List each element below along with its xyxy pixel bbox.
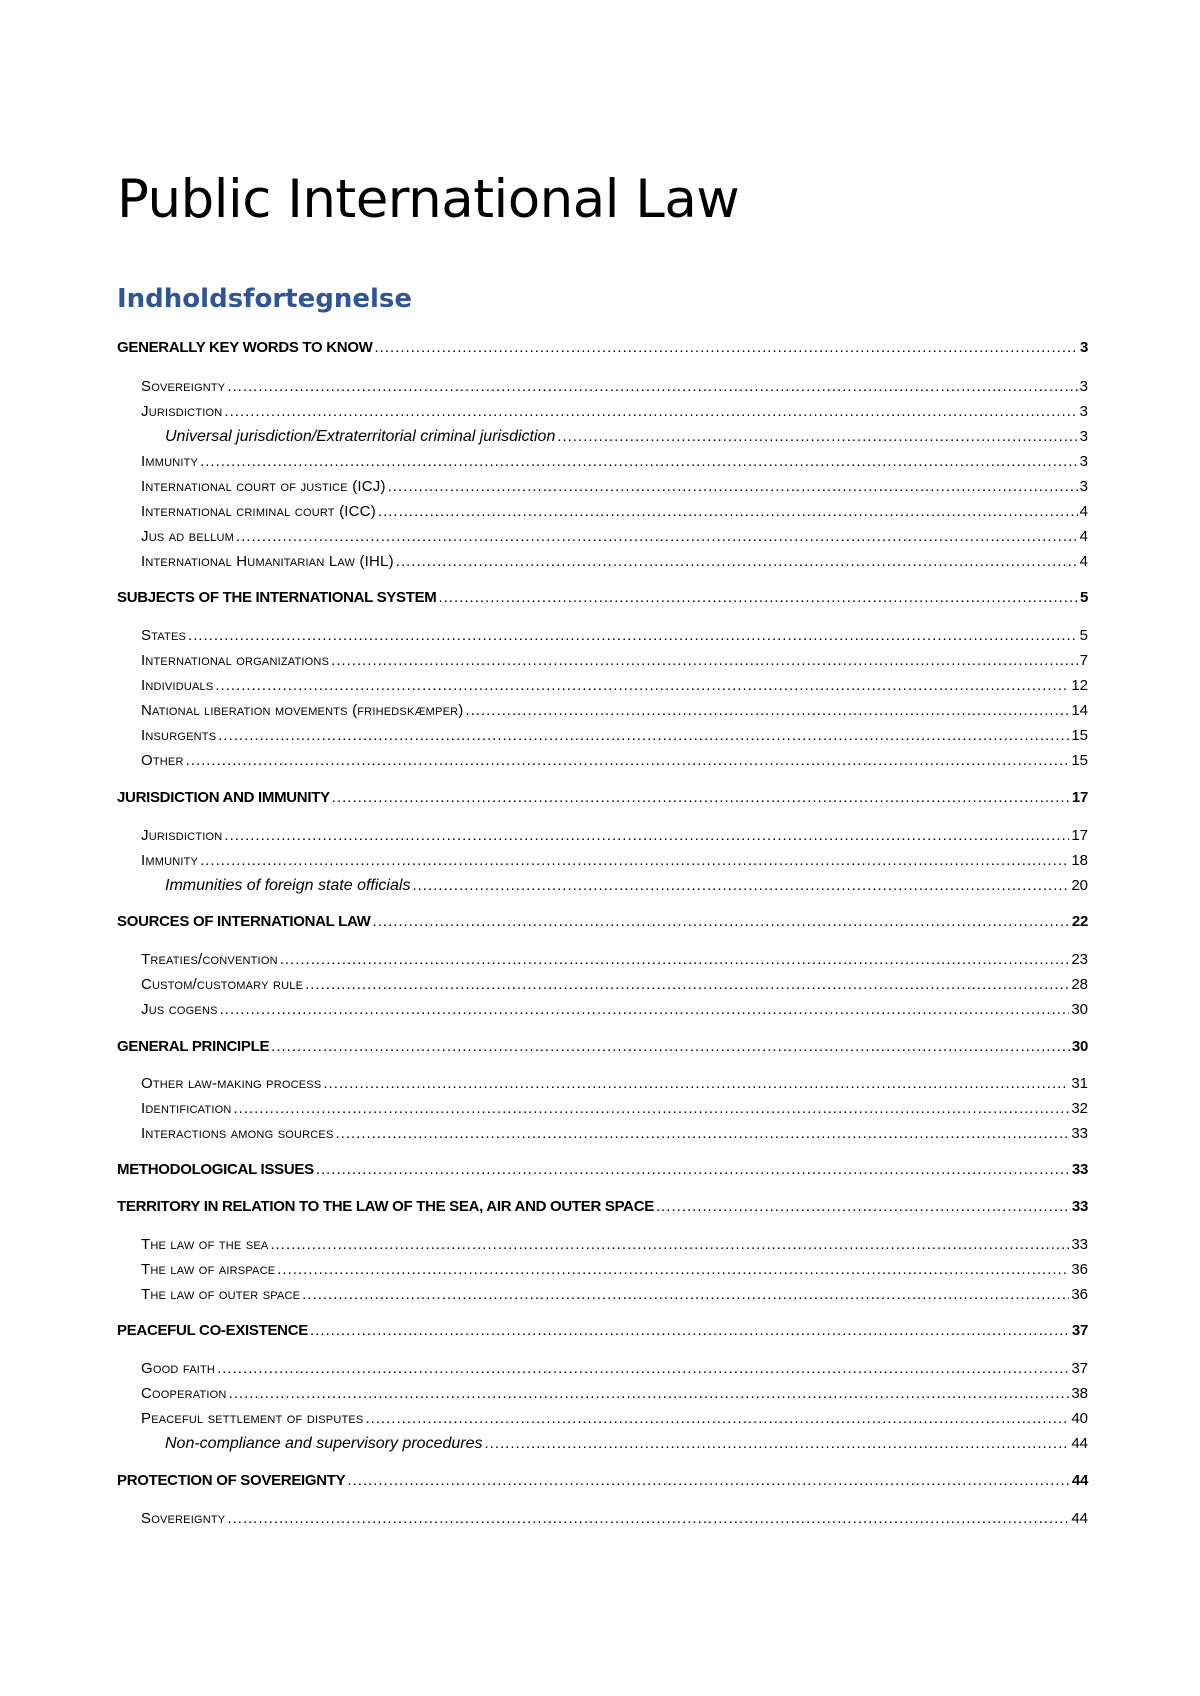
toc-entry-label: Universal jurisdiction/Extraterritorial criminal jurisdiction <box>165 428 556 445</box>
toc-dot-leader <box>227 377 1077 397</box>
toc-page-number: 4 <box>1079 553 1088 570</box>
toc-entry-label: Immunity <box>141 852 199 869</box>
toc-page-number: 7 <box>1079 652 1088 669</box>
toc-entry-label: Custom/customary rule <box>141 976 304 993</box>
toc-section-entry[interactable] <box>117 1037 1088 1057</box>
toc-page-number: 5 <box>1079 627 1088 644</box>
toc-page-number: 14 <box>1071 702 1088 719</box>
toc-page-number: 4 <box>1079 503 1088 520</box>
toc-dot-leader <box>186 751 1070 771</box>
toc-dot-leader <box>218 726 1069 746</box>
toc-section-entry[interactable] <box>117 1160 1088 1180</box>
toc-subsection-entry[interactable] <box>141 726 1088 746</box>
toc-dot-leader <box>347 1471 1070 1491</box>
toc-entry-label: SUBJECTS OF THE INTERNATIONAL SYSTEM <box>117 589 437 606</box>
toc-page-number: 40 <box>1071 1410 1088 1427</box>
toc-dot-leader <box>224 402 1077 422</box>
toc-entry-label: Cooperation <box>141 1385 227 1402</box>
toc-dot-leader <box>310 1321 1070 1341</box>
toc-entry-label: Insurgents <box>141 727 217 744</box>
toc-subsection-entry[interactable] <box>141 1074 1088 1094</box>
toc-entry-label: JURISDICTION AND IMMUNITY <box>117 789 330 806</box>
toc-dot-leader <box>323 1074 1069 1094</box>
toc-entry-label: Identification <box>141 1100 232 1117</box>
toc-dot-leader <box>332 788 1070 808</box>
toc-subsection-entry[interactable] <box>141 377 1088 397</box>
toc-subsubsection-entry[interactable] <box>165 427 1088 447</box>
toc-entry-label: GENERAL PRINCIPLE <box>117 1038 270 1055</box>
toc-page-number: 12 <box>1071 677 1088 694</box>
toc-page-number: 3 <box>1079 428 1088 445</box>
toc-page-number: 31 <box>1071 1075 1088 1092</box>
toc-entry-label: PROTECTION OF SOVEREIGNTY <box>117 1472 346 1489</box>
toc-page-number: 33 <box>1071 1198 1088 1215</box>
toc-entry-label: The law of airspace <box>141 1261 276 1278</box>
toc-dot-leader <box>200 851 1069 871</box>
toc-page-number: 44 <box>1071 1472 1088 1489</box>
toc-subsection-entry[interactable] <box>141 1409 1088 1429</box>
toc-page-number: 18 <box>1071 852 1088 869</box>
toc-entry-label: Jurisdiction <box>141 827 223 844</box>
toc-dot-leader <box>200 452 1078 472</box>
toc-subsection-entry[interactable] <box>141 975 1088 995</box>
toc-entry-label: Treaties/convention <box>141 951 278 968</box>
toc-entry-label: Immunity <box>141 453 199 470</box>
toc-entry-label: International criminal court (ICC) <box>141 503 376 520</box>
toc-page-number: 3 <box>1079 478 1088 495</box>
toc-entry-label: Jus cogens <box>141 1001 218 1018</box>
toc-page-number: 5 <box>1079 589 1088 606</box>
toc-page-number: 3 <box>1079 378 1088 395</box>
toc-subsection-entry[interactable] <box>141 502 1088 522</box>
toc-entry-label: Non-compliance and supervisory procedures <box>165 1435 483 1452</box>
toc-page-number: 36 <box>1071 1286 1088 1303</box>
toc-entry-label: Other <box>141 752 184 769</box>
toc-section-entry[interactable] <box>117 1321 1088 1341</box>
toc-entry-label: The law of the sea <box>141 1236 269 1253</box>
toc-page-number: 33 <box>1071 1161 1088 1178</box>
toc-subsection-entry[interactable] <box>141 1285 1088 1305</box>
toc-entry-label: National liberation movements (frihedskæmper) <box>141 702 464 719</box>
toc-entry-label: Individuals <box>141 677 214 694</box>
toc-dot-leader <box>412 876 1069 896</box>
toc-subsubsection-entry[interactable] <box>165 876 1088 896</box>
toc-page-number: 3 <box>1079 453 1088 470</box>
toc-dot-leader <box>215 676 1069 696</box>
toc-page-number: 3 <box>1079 403 1088 420</box>
toc-subsection-entry[interactable] <box>141 1124 1088 1144</box>
toc-dot-leader <box>229 1384 1070 1404</box>
toc-subsection-entry[interactable] <box>141 1235 1088 1255</box>
toc-subsection-entry[interactable] <box>141 1509 1088 1529</box>
toc-page-number: 17 <box>1071 827 1088 844</box>
toc-dot-leader <box>270 1235 1069 1255</box>
toc-subsection-entry[interactable] <box>141 527 1088 547</box>
toc-entry-label: Other law-making process <box>141 1075 322 1092</box>
toc-subsection-entry[interactable] <box>141 701 1088 721</box>
toc-page-number: 15 <box>1071 727 1088 744</box>
toc-page-number: 32 <box>1071 1100 1088 1117</box>
toc-entry-label: Jurisdiction <box>141 403 223 420</box>
toc-page-number: 37 <box>1071 1322 1088 1339</box>
toc-dot-leader <box>217 1359 1069 1379</box>
toc-page-number: 44 <box>1071 1435 1088 1452</box>
toc-page-number: 15 <box>1071 752 1088 769</box>
toc-dot-leader <box>656 1197 1070 1217</box>
toc-entry-label: States <box>141 627 187 644</box>
toc-section-entry[interactable] <box>117 1197 1088 1217</box>
toc-entry-label: The law of outer space <box>141 1286 301 1303</box>
toc-subsection-entry[interactable] <box>141 676 1088 696</box>
toc-section-entry[interactable] <box>117 788 1088 808</box>
toc-section-entry[interactable] <box>117 588 1088 608</box>
toc-entry-label: GENERALLY KEY WORDS TO KNOW <box>117 339 373 356</box>
toc-dot-leader <box>280 950 1070 970</box>
toc-subsection-entry[interactable] <box>141 477 1088 497</box>
toc-section-entry[interactable] <box>117 1471 1088 1491</box>
toc-dot-leader <box>378 502 1078 522</box>
toc-dot-leader <box>224 826 1069 846</box>
toc-entry-label: International court of justice (ICJ) <box>141 478 386 495</box>
toc-subsection-entry[interactable] <box>141 626 1088 646</box>
toc-entry-label: PEACEFUL CO-EXISTENCE <box>117 1322 308 1339</box>
toc-entry-label: Sovereignty <box>141 1510 226 1527</box>
toc-dot-leader <box>485 1434 1070 1454</box>
toc-dot-leader <box>236 527 1078 547</box>
toc-dot-leader <box>336 1124 1070 1144</box>
toc-dot-leader <box>227 1509 1069 1529</box>
toc-dot-leader <box>373 912 1070 932</box>
toc-page-number: 22 <box>1071 913 1088 930</box>
toc-dot-leader <box>439 588 1078 608</box>
toc-dot-leader <box>277 1260 1069 1280</box>
toc-dot-leader <box>271 1037 1070 1057</box>
toc-page-number: 38 <box>1071 1385 1088 1402</box>
toc-dot-leader <box>305 975 1069 995</box>
toc-subsection-entry[interactable] <box>141 1384 1088 1404</box>
toc-dot-leader <box>331 651 1078 671</box>
toc-page-number: 28 <box>1071 976 1088 993</box>
toc-subsection-entry[interactable] <box>141 402 1088 422</box>
toc-subsection-entry[interactable] <box>141 1099 1088 1119</box>
toc-entry-label: Good faith <box>141 1360 216 1377</box>
toc-page-number: 37 <box>1071 1360 1088 1377</box>
toc-dot-leader <box>396 552 1078 572</box>
toc-entry-label: International organizations <box>141 652 330 669</box>
toc-section-entry[interactable] <box>117 912 1088 932</box>
toc-entry-label: METHODOLOGICAL ISSUES <box>117 1161 314 1178</box>
toc-subsection-entry[interactable] <box>141 552 1088 572</box>
toc-dot-leader <box>302 1285 1069 1305</box>
toc-subsection-entry[interactable] <box>141 826 1088 846</box>
toc-page-number: 30 <box>1071 1001 1088 1018</box>
toc-page-number: 33 <box>1071 1125 1088 1142</box>
toc-subsection-entry[interactable] <box>141 452 1088 472</box>
toc-dot-leader <box>557 427 1077 447</box>
toc-page-number: 4 <box>1079 528 1088 545</box>
toc-dot-leader <box>316 1160 1070 1180</box>
toc-subsection-entry[interactable] <box>141 851 1088 871</box>
toc-page-number: 20 <box>1071 877 1088 894</box>
toc-subsection-entry[interactable] <box>141 1260 1088 1280</box>
toc-page-number: 33 <box>1071 1236 1088 1253</box>
toc-page-number: 44 <box>1071 1510 1088 1527</box>
toc-dot-leader <box>375 338 1078 358</box>
toc-subsection-entry[interactable] <box>141 1359 1088 1379</box>
toc-page-number: 17 <box>1071 789 1088 806</box>
toc-entry-label: TERRITORY IN RELATION TO THE LAW OF THE SEA, AIR AND OUTER SPACE <box>117 1198 654 1215</box>
toc-dot-leader <box>365 1409 1069 1429</box>
toc-entry-label: Peaceful settlement of disputes <box>141 1410 364 1427</box>
toc-page-number: 3 <box>1079 339 1088 356</box>
toc-page-number: 30 <box>1071 1038 1088 1055</box>
toc-subsection-entry[interactable] <box>141 1000 1088 1020</box>
toc-dot-leader <box>465 701 1069 721</box>
toc-subsection-entry[interactable] <box>141 651 1088 671</box>
toc-entry-label: International Humanitarian Law (IHL) <box>141 553 394 570</box>
toc-entry-label: Sovereignty <box>141 378 226 395</box>
toc-entry-label: Immunities of foreign state officials <box>165 877 411 894</box>
toc-entry-label: Interactions among sources <box>141 1125 334 1142</box>
toc-section-entry[interactable] <box>117 338 1088 358</box>
toc-dot-leader <box>188 626 1078 646</box>
toc-subsection-entry[interactable] <box>141 751 1088 771</box>
toc-subsubsection-entry[interactable] <box>165 1434 1088 1454</box>
document-title: Public International Law <box>117 169 740 230</box>
toc-dot-leader <box>220 1000 1070 1020</box>
toc-heading: Indholdsfortegnelse <box>117 284 413 314</box>
toc-subsection-entry[interactable] <box>141 950 1088 970</box>
toc-entry-label: Jus ad bellum <box>141 528 235 545</box>
toc-dot-leader <box>233 1099 1069 1119</box>
toc-page-number: 23 <box>1071 951 1088 968</box>
toc-page-number: 36 <box>1071 1261 1088 1278</box>
toc-entry-label: SOURCES OF INTERNATIONAL LAW <box>117 913 371 930</box>
toc-dot-leader <box>388 477 1078 497</box>
